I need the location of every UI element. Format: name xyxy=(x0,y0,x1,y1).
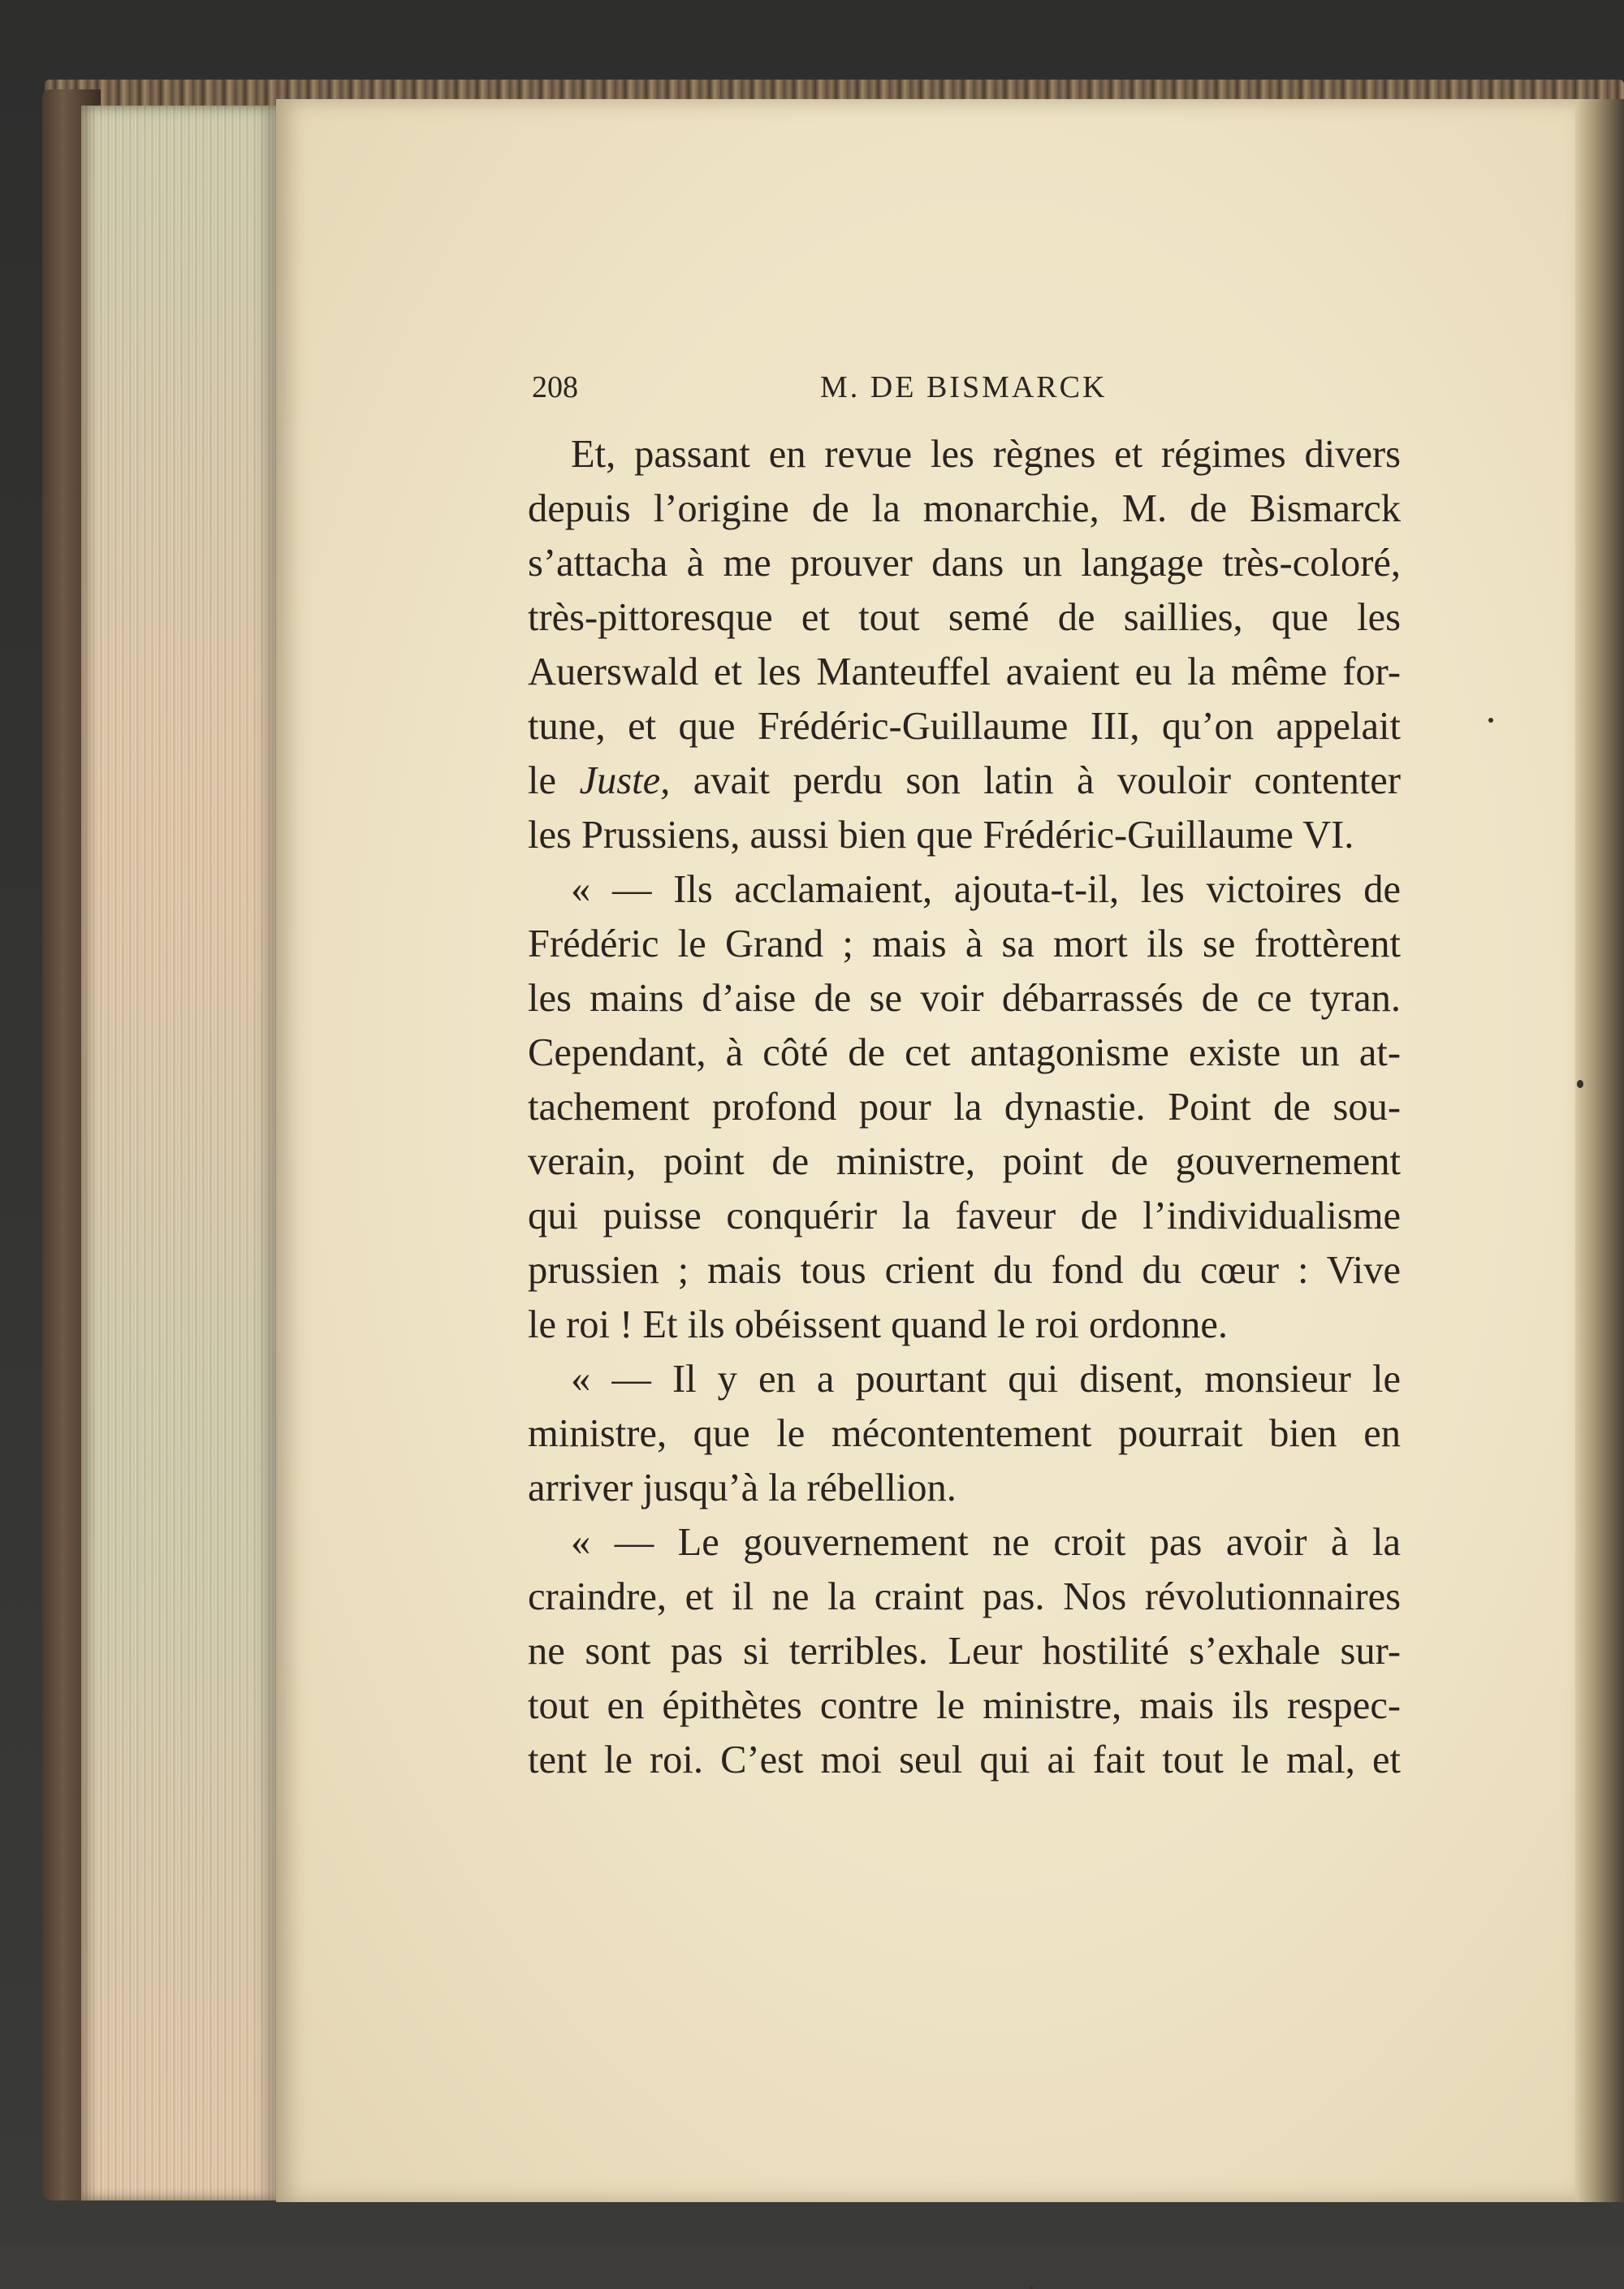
paragraph xyxy=(528,1515,1401,1787)
paper-speck xyxy=(1030,2286,1033,2289)
text-line: le roi ! Et ils obéissent quand le roi ordonne. xyxy=(528,1303,1229,1346)
text-line: les mains d’aise de se voir débarrassés de ce tyran. xyxy=(528,977,1401,1020)
paper-speck xyxy=(1577,1080,1583,1088)
text-line: qui puisse conquérir la faveur de l’individualisme xyxy=(528,1194,1401,1237)
text-line: verain, point de ministre, point de gouvernement xyxy=(528,1140,1401,1183)
text-line: craindre, et il ne la craint pas. Nos révolutionnaires xyxy=(528,1575,1401,1618)
facing-page-edge xyxy=(1575,99,1624,2202)
running-head xyxy=(532,369,1397,410)
page-number: 208 xyxy=(532,370,578,404)
text-line: ministre, que le mécontentement pourrait bien en xyxy=(528,1412,1401,1455)
text-line: Et, passant en revue les règnes et régimes divers xyxy=(571,433,1401,476)
text-line: depuis l’origine de la monarchie, M. de Bismarck xyxy=(528,487,1401,530)
text-fragment: le xyxy=(528,759,557,802)
italic-word: Juste, xyxy=(579,759,671,802)
page-edges xyxy=(81,106,276,2200)
text-line: ne sont pas si terribles. Leur hostilité s’exhale sur- xyxy=(528,1630,1401,1673)
paper-speck xyxy=(1488,718,1493,723)
text-line: tent le roi. C’est moi seul qui ai fait tout le mal, et xyxy=(528,1738,1401,1782)
running-title: M. DE BISMARCK xyxy=(820,370,1108,404)
paragraph xyxy=(528,862,1401,1352)
paragraph xyxy=(528,427,1401,862)
text-line: Cependant, à côté de cet antagonisme existe un at- xyxy=(528,1031,1401,1074)
text-line: très-pittoresque et tout semé de saillies, que les xyxy=(528,596,1401,639)
text-line: tune, et que Frédéric-Guillaume III, qu’on appelait xyxy=(528,705,1401,748)
text-fragment: avait perdu son latin à vouloir contenter xyxy=(693,759,1401,802)
text-line: tachement profond pour la dynastie. Point de sou- xyxy=(528,1086,1401,1129)
text-line xyxy=(528,754,1401,808)
text-line: Auerswald et les Manteuffel avaient eu la même for- xyxy=(528,650,1401,693)
text-line: les Prussiens, aussi bien que Frédéric-Guillaume VI. xyxy=(528,814,1354,857)
text-line: « — Ils acclamaient, ajouta-t-il, les victoires de xyxy=(571,868,1401,911)
text-line: s’attacha à me prouver dans un langage très-coloré, xyxy=(528,542,1401,585)
text-line: arriver jusqu’à la rébellion. xyxy=(528,1466,957,1509)
text-line: Frédéric le Grand ; mais à sa mort ils se frottèrent xyxy=(528,922,1401,965)
text-line: « — Le gouvernement ne croit pas avoir à la xyxy=(571,1521,1401,1564)
text-line: prussien ; mais tous crient du fond du cœur : Vive xyxy=(528,1249,1401,1292)
paragraph xyxy=(528,1352,1401,1515)
text-line: tout en épithètes contre le ministre, mais ils respec- xyxy=(528,1684,1401,1727)
body-text xyxy=(528,427,1401,1787)
text-line: « — Il y en a pourtant qui disent, monsieur le xyxy=(571,1358,1401,1401)
